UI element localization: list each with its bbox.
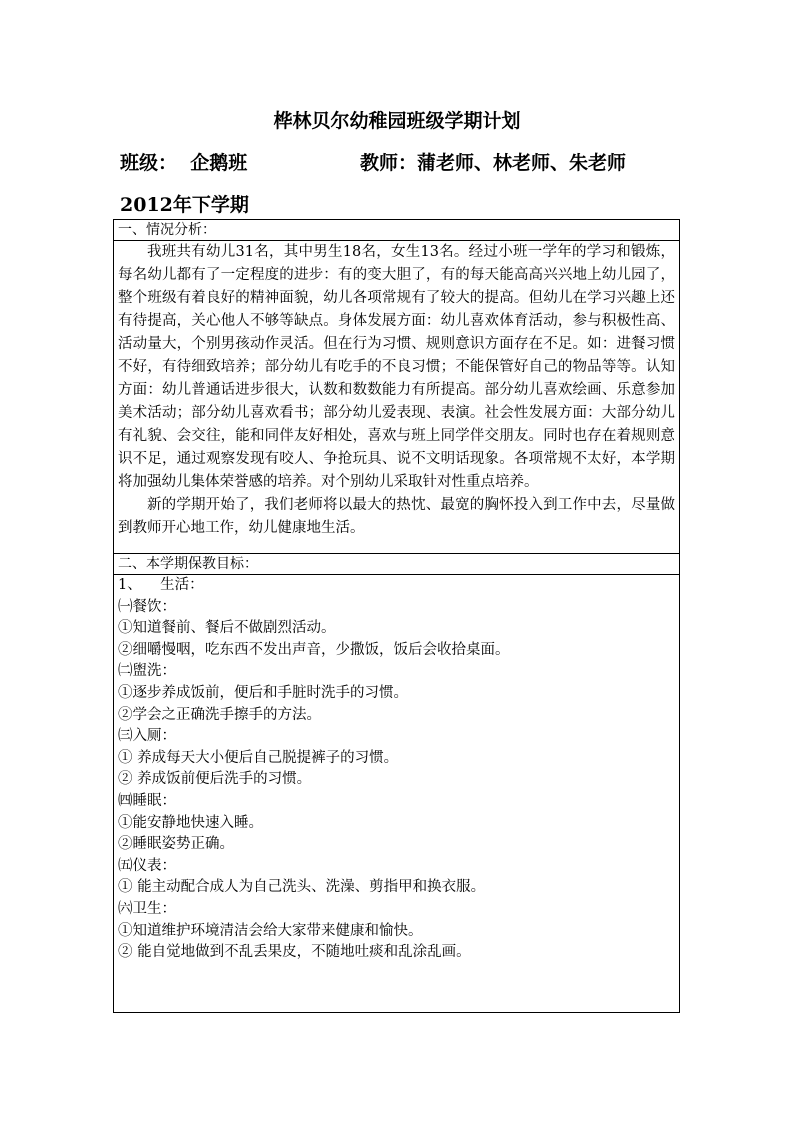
education-goals-section bbox=[114, 554, 679, 1012]
goal-line: ②细嚼慢咽，吃东西不发出声音，少撒饭，饭后会收拾桌面。 bbox=[118, 641, 510, 658]
class-label: 班级： 企鹅班 bbox=[120, 152, 248, 174]
goal-line: ①能安静地快速入睡。 bbox=[118, 814, 263, 831]
goal-line: ㈢入厕： bbox=[118, 728, 176, 745]
term-label: 2012年下学期 bbox=[120, 194, 249, 216]
goal-line: ㈡盥洗： bbox=[118, 663, 176, 680]
goal-line: ㈠餐饮： bbox=[118, 598, 176, 615]
goal-line: ②学会之正确洗手擦手的方法。 bbox=[118, 706, 321, 723]
plan-table bbox=[113, 219, 680, 1013]
teacher-label: 教师：蒲老师、林老师、朱老师 bbox=[360, 152, 627, 174]
analysis-paragraph: 新的学期开始了，我们老师将以最大的热忱、最宽的胸怀投入到工作中去，尽量做到教师开心地工作，幼儿健康地生活。 bbox=[118, 497, 675, 536]
section-header: 二、本学期保教目标： bbox=[114, 554, 679, 575]
goal-line: ①逐步养成饭前，便后和手脏时洗手的习惯。 bbox=[118, 684, 408, 701]
goal-line: ② 能自觉地做到不乱丢果皮，不随地吐痰和乱涂乱画。 bbox=[118, 944, 471, 961]
goal-line: ㈥卫生： bbox=[118, 900, 176, 917]
goal-line: ①知道维护环境清洁会给大家带来健康和愉快。 bbox=[118, 922, 423, 939]
goal-line: ②睡眠姿势正确。 bbox=[118, 836, 234, 853]
goal-line: ㈤仪表： bbox=[118, 857, 176, 874]
situation-analysis-section bbox=[114, 220, 679, 554]
analysis-paragraph: 我班共有幼儿31名，其中男生18名，女生13名。经过小班一学年的学习和锻炼，每名幼儿都有了一定程度的进步：有的变大胆了，有的每天能高高兴兴地上幼儿园了，整个班级有着良好的精神面貌，幼儿各项常规有了较大的提高。但幼儿在学习兴趣上还有待提高，关心他人不够等缺点。身体发展方面：幼儿喜欢体育活动，参与积极性高、活动量大，个别男孩动作灵活。但在行为习惯、规则意识方面存在不足。如：进餐习惯不好，有待细致培养；部分幼儿有吃手的不良习惯；不能保管好自己的物品等等。认知方面：幼儿普通话进步很大，认数和数数能力有所提高。部分幼儿喜欢绘画、乐意参加美术活动；部分幼儿喜欢看书；部分幼儿爱表现、表演。社会性发展方面：大部分幼儿有礼貌、会交往，能和同伴友好相处，喜欢与班上同学伴交朋友。同时也存在着规则意识不足，通过观察发现有咬人、争抢玩具、说不文明话现象。各项常规不太好，本学期将加强幼儿集体荣誉感的培养。对个别幼儿采取针对性重点培养。 bbox=[118, 244, 675, 490]
goal-line: ① 养成每天大小便后自己脱提裤子的习惯。 bbox=[118, 749, 399, 766]
goal-line: ② 养成饭前便后洗手的习惯。 bbox=[118, 771, 312, 788]
goal-line: ① 能主动配合成人为自己洗头、洗澡、剪指甲和换衣服。 bbox=[118, 879, 486, 896]
document-title: 桦林贝尔幼稚园班级学期计划 bbox=[273, 110, 521, 132]
section-header: 一、情况分析： bbox=[114, 220, 679, 241]
goal-line: ㈣睡眠： bbox=[118, 792, 176, 809]
goal-line: 1、 生活： bbox=[118, 577, 204, 593]
goal-line: ①知道餐前、餐后不做剧烈活动。 bbox=[118, 620, 336, 637]
